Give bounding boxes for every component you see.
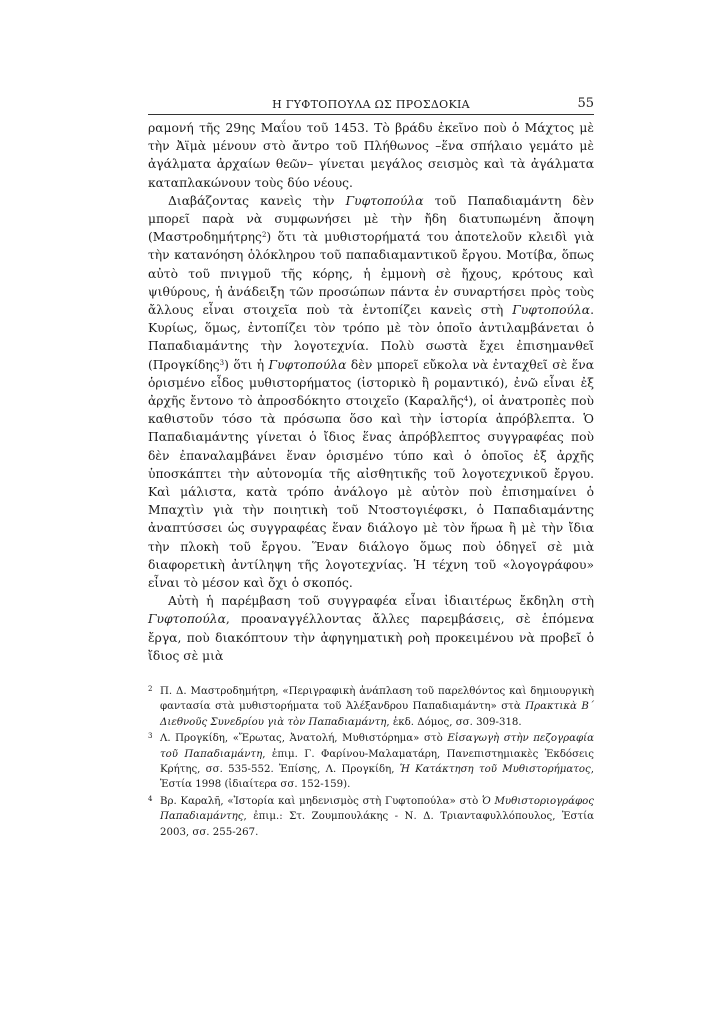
paragraph-1 — [148, 119, 594, 192]
paragraph-2 — [148, 192, 594, 592]
footnotes — [148, 684, 594, 841]
footnote-text: Λ. Προγκίδη, «Ἔρωτας, Ἀνατολή, Μυθιστόρημα» στὸ — [160, 733, 448, 745]
paragraph-2-text-b: τοῦ Παπαδιαμάντη δὲν μπορεῖ παρὰ νὰ συμφωνήσει μὲ τὴν ἤδη διατυπωμένη ἄποψη (Μαστροδημήτρης — [148, 193, 594, 245]
footnote-text: , ἐπιμ.: Στ. Ζουμπουλάκης - Ν. Δ. Τριανταφυλλόπουλος, Ἑστία 2003, σσ. 255-267. — [160, 811, 594, 838]
footnote-text: , ἐκδ. Δόμος, σσ. 309-318. — [386, 716, 522, 728]
paragraph-2-text-d: . Κυρίως, ὅμως, ἐντοπίζει τὸν τρόπο μὲ τὸν ὁποῖο ἀντιλαμβάνεται ὁ Παπαδιαμάντης τὴν λογοτεχνία. Πολὺ σωστὰ ἔχει ἐπισημανθεῖ (Προγκίδης — [148, 303, 594, 372]
body-text — [148, 119, 594, 665]
footnote-italic-title: Ὁ Μυθιστοριογράφος Παπαδιαμάντης — [160, 795, 595, 823]
title-italic: Γυφτοπούλα — [148, 612, 226, 627]
footnote-italic-title: Ἡ Κατάκτηση τοῦ Μυθιστορήματος — [399, 764, 591, 776]
header-rule — [148, 114, 594, 115]
footnote-ref-4: 4 — [463, 395, 469, 404]
footnote-text: Βρ. Καραλῆ, «Ἱστορία καὶ μηδενισμὸς στὴ Γυφτοπούλα» στὸ — [160, 795, 482, 807]
footnote-text: , ἐπιμ. Γ. Φαρίνου-Μαλαματάρη, Πανεπιστημιακὲς Ἐκδόσεις Κρήτης, σσ. 535-552. Ἐπίσης, Λ. Προγκίδη, — [160, 748, 594, 776]
footnote-4 — [148, 794, 594, 840]
footnote-text: Π. Δ. Μαστροδημήτρη, «Περιγραφικὴ ἀνάπλαση τοῦ παρελθόντος καὶ δημιουργικὴ φαντασία στὰ μυθιστορήματα τοῦ Ἀλέξανδρου Παπαδιαμάντη» στὰ — [160, 686, 594, 713]
title-italic: Γυφτοπούλα — [345, 193, 424, 208]
footnote-text: , Ἑστία 1998 (ἰδιαίτερα σσ. 152-159). — [160, 764, 594, 791]
paragraph-1-text: ραμονή τῆς 29ης Μαΐου τοῦ 1453. Τὸ βράδυ ἐκεῖνο ποὺ ὁ Μάχτος μὲ τὴν Ἀϊμὰ μένουν στὸ ἄντρο τοῦ Πλήθωνος –ἕνα σπήλαιο γεμάτο μὲ ἀγάλματα ἀρχαίων θεῶν– γίνεται μεγάλος σεισμὸς καὶ τὰ ἀγάλματα καταπλακώνουν τοὺς δύο νέους. — [148, 121, 594, 190]
paragraph-3 — [148, 592, 594, 665]
title-italic: Γυφτοπούλα — [512, 303, 591, 318]
paragraph-3-text-a: Αὐτὴ ἡ παρέμβαση τοῦ συγγραφέα εἶναι ἰδιαιτέρως ἔκδηλη στὴ — [168, 594, 594, 609]
footnote-ref-2: 2 — [261, 231, 267, 240]
footnote-number: 2 — [148, 685, 153, 693]
paragraph-2-text-e: ) ὅτι ἡ — [224, 357, 269, 372]
paragraph-2-text-a: Διαβάζοντας κανεὶς τὴν — [168, 193, 346, 208]
footnote-2 — [148, 684, 594, 730]
running-title: Η ΓΥΦΤΟΠΟΥΛΑ ΩΣ ΠΡΟΣΔΟΚΙΑ — [272, 98, 470, 111]
footnote-number: 3 — [148, 732, 153, 741]
title-italic: Γυφτοπούλα — [268, 357, 347, 372]
page-number: 55 — [577, 96, 594, 111]
footnote-italic-title: Πρακτικὰ Β΄ Διεθνοῦς Συνεδρίου γιὰ τὸν Παπαδιαμάντη — [160, 701, 594, 728]
paragraph-2-text-g: ), οἱ ἀνατροπὲς ποὺ καθιστοῦν τόσο τὰ πρόσωπα ὅσο καὶ τὴν ἱστορία ἀπρόβλεπτα. Ὁ Παπαδιαμάντης γίνεται ὁ ἴδιος ἕνας ἀπρόβλεπτος συγγραφέας ποὺ δὲν ἐπαναλαμβάνει ἕναν ὁρισμένο τύπο καὶ ὁ ὁποῖος ἐξ ἀρχῆς ὑποσκάπτει τὴν αὐτονομία τῆς αἰσθητικῆς τοῦ λογοτεχνικοῦ ἔργου. Καὶ μάλιστα, κατὰ τρόπο ἀνάλογο μὲ αὐτὸν ποὺ ἐπισημαίνει ὁ Μπαχτὶν γιὰ τὴν ποιητικὴ τοῦ Ντοστογιέφσκι, ὁ Παπαδιαμάντης ἀναπτύσσει ὡς συγγραφέας ἕναν διάλογο μὲ τὸν ἥρωα ἢ μὲ τὴν ἴδια τὴν πλοκὴ τοῦ ἔργου. Ἕναν διάλογο ὅμως ποὺ ὁδηγεῖ σὲ μιὰ διαφορετικὴ ἀντίληψη τῆς λογοτεχνίας. Ἡ τέχνη τοῦ «λογογράφου» εἶναι τὸ μέσον καὶ ὄχι ὁ σκοπός. — [148, 394, 594, 591]
footnote-italic-title: Εἰσαγωγὴ στὴν πεζογραφία τοῦ Παπαδιαμάντη — [160, 733, 594, 760]
paragraph-3-text-b: , προαναγγέλλοντας ἄλλες παρεμβάσεις, σὲ ἑπόμενα ἔργα, ποὺ διακόπτουν τὴν ἀφηγηματικὴ ροὴ προκειμένου νὰ προβεῖ ὁ ἴδιος σὲ μιὰ — [148, 612, 594, 663]
paragraph-2-text-c: ) ὅτι τὰ μυθιστορήματά του ἀποτελοῦν κλειδὶ γιὰ τὴν κατανόηση ὁλόκληρου τοῦ παπαδιαμαντικοῦ ἔργου. Μοτίβα, ὅπως αὐτὸ τοῦ πνιγμοῦ τῆς κόρης, ἡ ἐμμονὴ σὲ ἤχους, κρότους καὶ ψιθύρους, ἡ ἀνάδειξη τῶν προσώπων πάντα ἐν συναρτήσει πρὸς τοὺς ἄλλους εἶναι στοιχεῖα ποὺ τὰ ἐντοπίζει κανεὶς στὴ — [148, 230, 594, 318]
running-header — [148, 96, 594, 114]
footnote-3 — [148, 731, 594, 793]
footnote-ref-3: 3 — [219, 358, 225, 367]
paragraph-2-text-f: δὲν μπορεῖ εὔκολα νὰ ἐνταχθεῖ σὲ ἕνα ὁρισμένο εἶδος μυθιστορήματος (ἱστορικὸ ἢ ρομαντικό), ἐνῶ εἶναι ἐξ ἀρχῆς ἔντονο τὸ ἀπροσδόκητο στοιχεῖο (Καραλῆς — [148, 357, 594, 409]
footnote-number: 4 — [148, 794, 153, 803]
